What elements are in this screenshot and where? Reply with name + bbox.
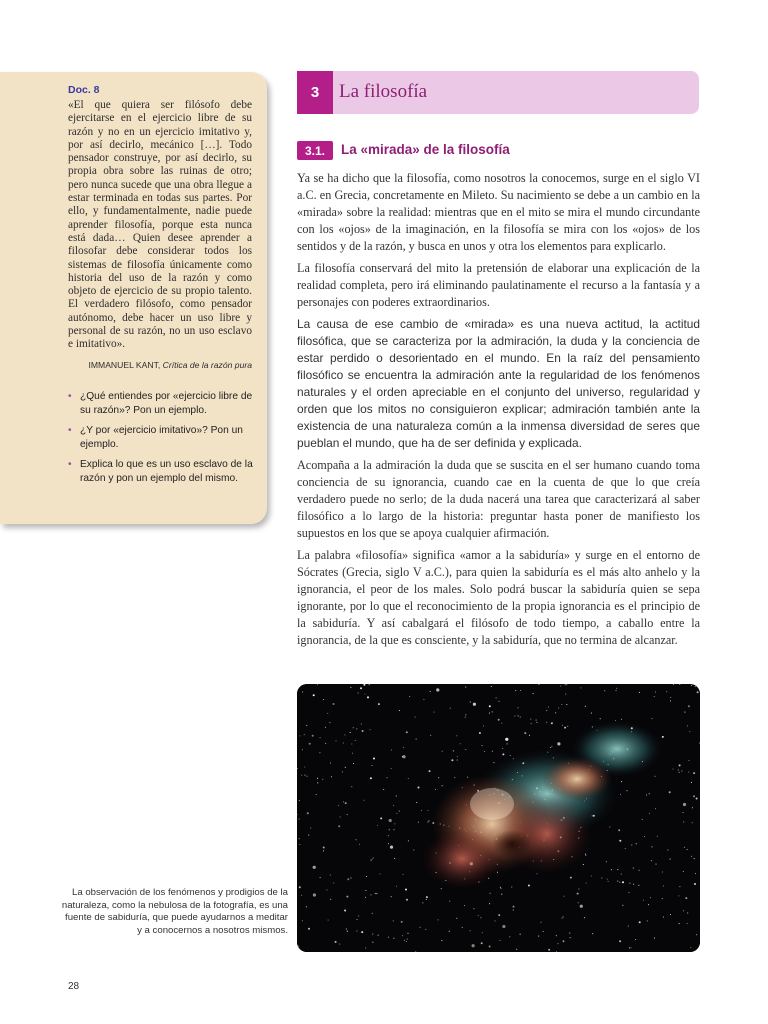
section-title: La filosofía xyxy=(339,81,428,102)
paragraph: La palabra «filosofía» significa «amor a la sabiduría» y surge en el entorno de Sócrates (Grecia, siglo V a.C.), para quien la sabiduría es el más alto anhelo y la ignorancia, el peor de los males. Solo podrá buscar la sabiduría quien se sepa ignorante, por lo que el reconocimiento de la propia ignorancia es el principio de la sabiduría. Y así cabalgará el filósofo de todo tiempo, a caballo entre la ignorancia, de la que es consciente, y la sabiduría, que no termina de alcanzar. xyxy=(297,548,700,647)
nebula-image xyxy=(297,684,700,952)
body-text xyxy=(297,170,700,654)
doc-label: Doc. 8 xyxy=(68,84,100,96)
section-number: 3 xyxy=(297,71,333,114)
doc-quote: «El que quiera ser filósofo debe ejercitarse en el ejercicio libre de su razón y no en un ejercicio imitativo y, por así decirlo, mecánico […]. Todo pensador construye, por así decirlo, su propia obra sobre las ruinas de otro; pero nunca sucede que una obra llegue a estar terminada en todas sus partes. Por ello, y fundamentalmente, nadie puede aprender filosofía, porque esta nunca está dada… Quien desee aprender a filosofar debe considerar todos los sistemas de filosofía únicamente como historia del uso de la razón y como objeto de ejercicio de su propio talento. El verdadero filósofo, como pensador autónomo, debe hacer un uso libre y personal de su razón, no un uso esclavo e imitativo». xyxy=(68,99,252,351)
nebula-photo xyxy=(297,684,700,952)
doc-work: Crítica de la razón pura xyxy=(162,360,252,370)
paragraph: La filosofía conservará del mito la pretensión de elaborar una explicación de la realidad completa, pero irá eliminando paulatinamente el recurso a la fantasía y a personajes con poderes extraordinarios. xyxy=(297,261,700,309)
bullet-icon: • xyxy=(68,459,72,470)
paragraph: Acompaña a la admiración la duda que se suscita en el ser humano cuando toma conciencia de su ignorancia, cuando cae en la cuenta de que lo que creía verdadero puede no serlo; de la duda nacerá una tarea que caracterizará al saber filosófico a lo largo de la historia: preguntar hasta poner de manifiesto los supuestos en los que se apoya cualquier afirmación. xyxy=(297,458,700,540)
bullet-icon: • xyxy=(68,391,72,402)
page-number: 28 xyxy=(68,981,80,992)
doc-author: IMMANUEL KANT, xyxy=(88,360,161,370)
question-item: • ¿Y por «ejercicio imitativo»? Pon un ejemplo. xyxy=(68,425,243,450)
question-list xyxy=(68,390,258,492)
section-header xyxy=(297,71,699,114)
photo-caption: La observación de los fenómenos y prodigios de la naturaleza, como la nebulosa de la fotografía, es una fuente de sabiduría, que puede ayudarnos a meditar y a conocernos a nosotros mismos. xyxy=(61,887,288,936)
subsection-number: 3.1. xyxy=(297,141,333,160)
paragraph: La causa de ese cambio de «mirada» es una nueva actitud, la actitud filosófica, que se caracteriza por la admiración, la duda y la conciencia de estar perdido o desorientado en el mundo. En la raíz del pensamiento filosófico se encuentra la admiración ante la regularidad de los fenómenos naturales y el orden apreciable en el conjunto del universo, regularidad y orden que los mitos no consiguieron explicar; admiración también ante la existencia de una naturaleza común a la inmensa diversidad de seres que pueblan el mundo, que ha de ser definida y explicada. xyxy=(297,317,700,450)
bullet-icon: • xyxy=(68,425,72,436)
paragraph: Ya se ha dicho que la filosofía, como nosotros la conocemos, surge en el siglo VI a.C. en Grecia, concretamente en Mileto. Su nacimiento se debe a un cambio en la «mirada» sobre la realidad: mientras que en el mito se mira el mundo circundante con los «ojos» de la imaginación, en la filosofía se mira con los «ojos» de los sentidos y de la razón, y busca en unos y otra los elementos para explicarlo. xyxy=(297,171,700,253)
question-item: • ¿Qué entiendes por «ejercicio libre de su razón»? Pon un ejemplo. xyxy=(68,391,253,416)
subsection-title: La «mirada» de la filosofía xyxy=(341,142,510,157)
doc-attribution xyxy=(68,360,252,370)
question-item: • Explica lo que es un uso esclavo de la razón y pon un ejemplo del mismo. xyxy=(68,459,253,484)
